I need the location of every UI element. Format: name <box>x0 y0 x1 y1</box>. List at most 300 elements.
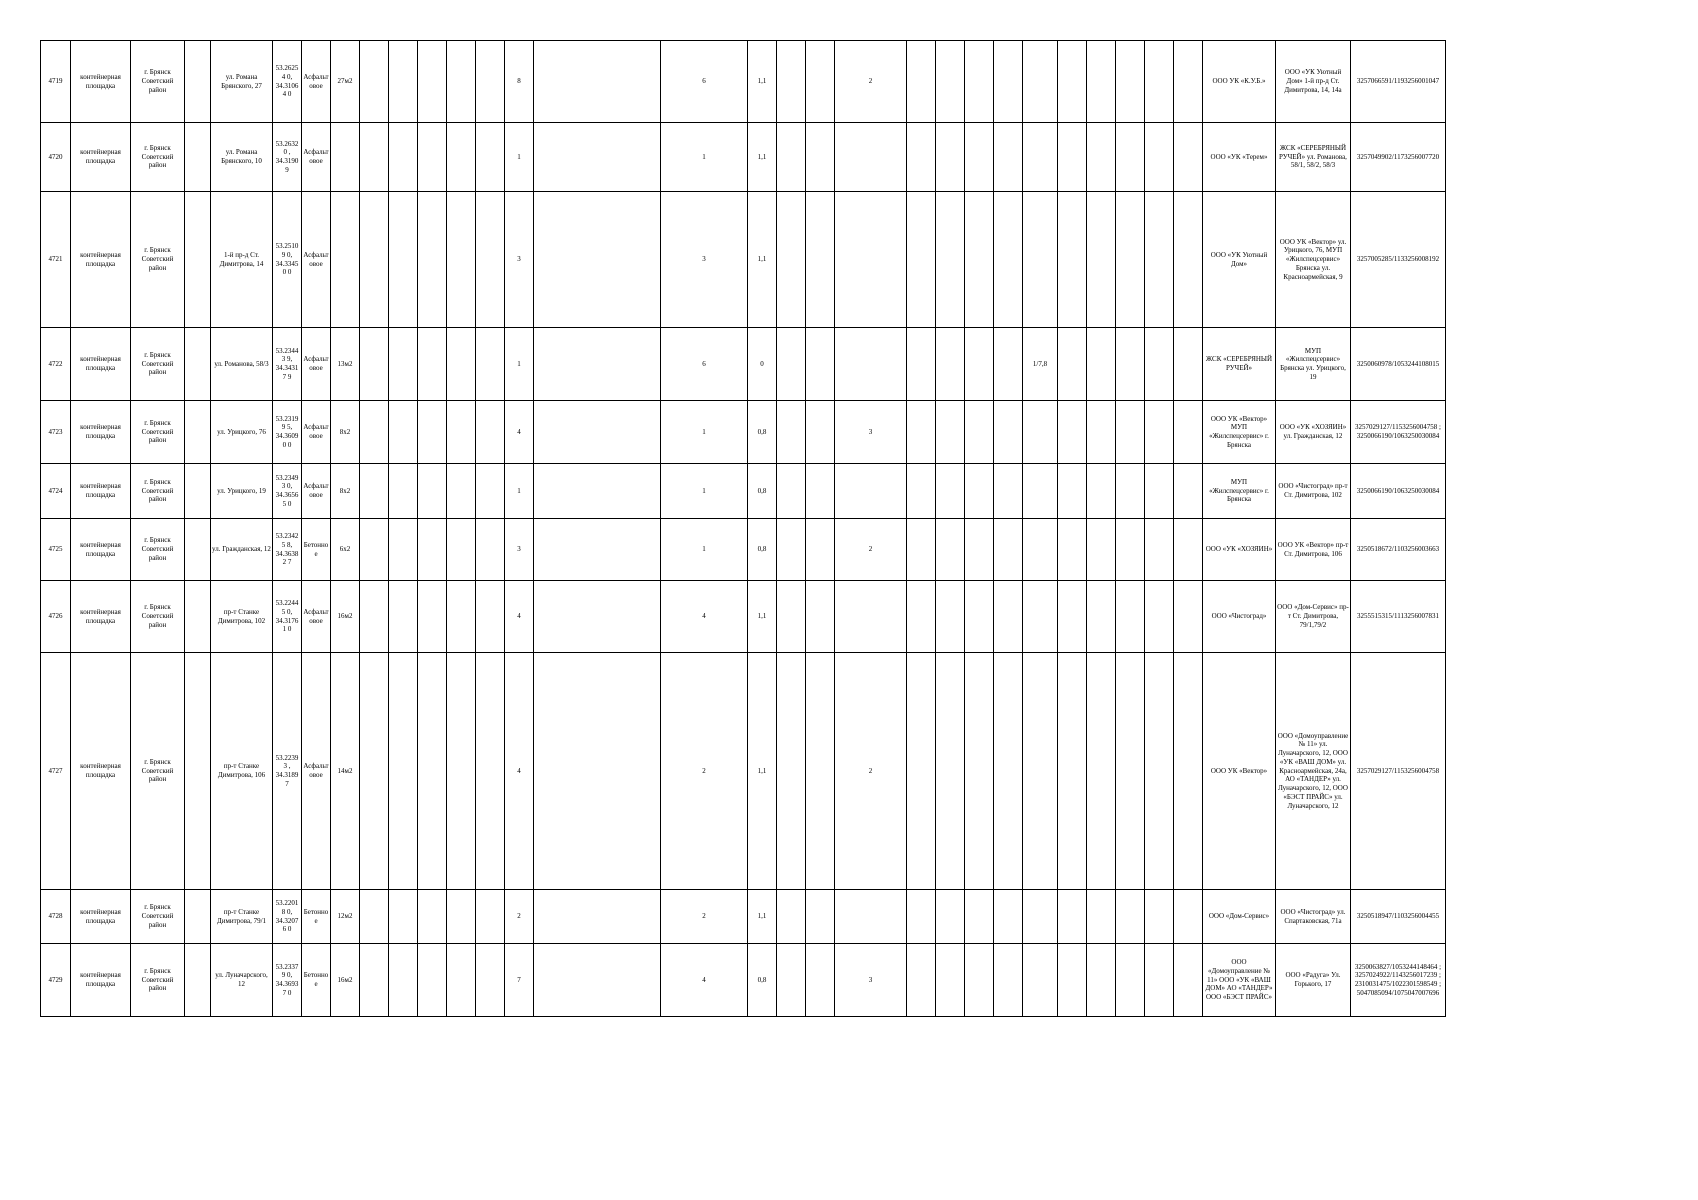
cell-operator-text: ООО «УК «Терем» <box>1210 152 1268 161</box>
cell-waste-sources-text: ООО «Дом-Сервис» пр-т Ст. Димитрова, 79/1,79/2 <box>1277 603 1349 629</box>
table-row <box>41 192 1446 328</box>
cell-type-text: контейнерная площадка <box>80 355 121 372</box>
cell-inn-ogrn <box>1351 464 1446 519</box>
cell-bin-count <box>661 192 748 328</box>
table-cell-empty <box>185 401 211 464</box>
cell-city <box>131 519 185 581</box>
cell-city <box>131 653 185 890</box>
cell-inn-ogrn-text: 3257029127/1153256004758 ; 3250066190/1063250030084 <box>1355 423 1441 440</box>
cell-address-text: пр-т Станке Димитрова, 106 <box>217 762 266 779</box>
table-row <box>41 464 1446 519</box>
table-cell-empty <box>1145 41 1174 123</box>
table-cell-empty <box>907 464 936 519</box>
cell-id <box>41 464 71 519</box>
cell-address <box>211 653 273 890</box>
cell-type <box>71 519 131 581</box>
cell-coords <box>273 401 302 464</box>
table-cell-empty <box>389 464 418 519</box>
cell-area <box>331 464 360 519</box>
cell-bin-count-text: 1 <box>702 152 706 161</box>
cell-area <box>331 890 360 944</box>
cell-address-text: пр-т Станке Димитрова, 79/1 <box>216 907 267 925</box>
cell-address <box>211 581 273 653</box>
table-cell-empty <box>1087 653 1116 890</box>
cell-id-text: 4726 <box>48 612 63 621</box>
cell-bin-volume <box>748 328 777 401</box>
table-cell-empty <box>185 123 211 192</box>
cell-waste-sources-text: ООО УК «Вектор» ул. Урицкого, 76, МУП «Жилспецсервис» Брянска ул. Красноармейская, 9 <box>1279 237 1347 281</box>
table-cell-empty <box>360 519 389 581</box>
cell-coords-text: 53.26320 , 34.31909 <box>275 139 299 174</box>
table-cell-empty <box>447 653 476 890</box>
table-cell-empty <box>360 401 389 464</box>
table-cell-empty <box>936 653 965 890</box>
cell-container-count <box>505 192 534 328</box>
table-cell-empty <box>777 328 806 401</box>
table-cell-empty <box>777 192 806 328</box>
cell-extra-count <box>835 401 907 464</box>
cell-extra-count-text: 2 <box>868 545 873 554</box>
table-cell-empty <box>994 41 1023 123</box>
table-cell-empty <box>1145 944 1174 1017</box>
cell-id-text: 4725 <box>48 545 63 554</box>
table-cell-empty <box>777 890 806 944</box>
cell-waste-sources <box>1276 401 1351 464</box>
cell-coords <box>273 581 302 653</box>
cell-city <box>131 581 185 653</box>
table-cell-empty <box>965 519 994 581</box>
cell-operator <box>1203 328 1276 401</box>
cell-ratio <box>1023 581 1058 653</box>
table-cell-empty <box>1116 123 1145 192</box>
table-cell-empty <box>360 464 389 519</box>
table-cell-empty <box>936 41 965 123</box>
cell-waste-sources-text: ООО «УК «ХОЗЯИН» ул. Гражданская, 12 <box>1279 423 1347 440</box>
cell-id-text: 4724 <box>48 486 63 495</box>
cell-bin-volume-text: 1,1 <box>757 152 767 161</box>
table-cell-empty <box>418 401 447 464</box>
table-cell-empty <box>1058 519 1087 581</box>
cell-city-text: г. Брянск Советский район <box>141 68 174 94</box>
table-cell-empty <box>777 519 806 581</box>
cell-bin-volume <box>748 581 777 653</box>
table-cell-empty <box>534 581 661 653</box>
cell-bin-count-text: 1 <box>702 486 706 495</box>
table-cell-empty <box>907 41 936 123</box>
cell-address-text: ул. Урицкого, 19 <box>217 486 266 495</box>
cell-bin-volume-text: 1,1 <box>757 766 767 775</box>
cell-address-text: пр-т Станке Димитрова, 102 <box>217 607 266 625</box>
cell-operator <box>1203 192 1276 328</box>
cell-surface-text: Бетонное <box>303 907 329 925</box>
cell-id <box>41 401 71 464</box>
table-cell-empty <box>965 123 994 192</box>
table-cell-empty <box>1145 653 1174 890</box>
table-cell-empty <box>185 519 211 581</box>
cell-type-text: контейнерная площадка <box>80 72 121 90</box>
cell-operator <box>1203 581 1276 653</box>
table-cell-empty <box>534 653 661 890</box>
cell-bin-count <box>661 401 748 464</box>
table-cell-empty <box>1116 464 1145 519</box>
cell-type-text: контейнерная площадка <box>80 482 121 499</box>
cell-inn-ogrn-text: 3250063827/1053244148464 ; 3257024922/1143256017239 ; 2310031475/1022301598549 ; 5047085094/1075047007696 <box>1354 962 1442 997</box>
cell-waste-sources <box>1276 123 1351 192</box>
cell-waste-sources <box>1276 519 1351 581</box>
cell-container-count-text: 3 <box>517 545 521 554</box>
cell-city <box>131 123 185 192</box>
table-cell-empty <box>1116 41 1145 123</box>
table-cell-empty <box>907 890 936 944</box>
table-cell-empty <box>447 944 476 1017</box>
cell-city-text: г. Брянск Советский район <box>141 757 174 784</box>
table-row <box>41 653 1446 890</box>
cell-waste-sources-text: ООО «Радуга» Ул. Горького, 17 <box>1285 971 1341 988</box>
cell-type <box>71 328 131 401</box>
cell-container-count <box>505 401 534 464</box>
table-cell-empty <box>534 123 661 192</box>
cell-address <box>211 192 273 328</box>
cell-surface <box>302 519 331 581</box>
cell-bin-volume-text: 1,1 <box>757 612 767 621</box>
table-cell-empty <box>907 401 936 464</box>
cell-extra-count <box>835 41 907 123</box>
cell-area <box>331 519 360 581</box>
cell-id-text: 4719 <box>48 77 63 86</box>
cell-city <box>131 401 185 464</box>
table-cell-empty <box>994 328 1023 401</box>
table-cell-empty <box>447 401 476 464</box>
table-cell-empty <box>476 944 505 1017</box>
table-cell-empty <box>994 519 1023 581</box>
cell-extra-count <box>835 944 907 1017</box>
cell-city-text: г. Брянск Советский район <box>141 246 174 272</box>
cell-type <box>71 653 131 890</box>
cell-extra-count-text: 2 <box>868 77 873 86</box>
cell-container-count <box>505 581 534 653</box>
cell-operator-text: ООО «Чистоград» <box>1211 612 1267 621</box>
cell-inn-ogrn-text: 3257049902/1173256007720 <box>1356 152 1440 161</box>
cell-bin-count-text: 2 <box>702 766 706 775</box>
table-cell-empty <box>907 944 936 1017</box>
cell-city <box>131 192 185 328</box>
table-cell-empty <box>360 944 389 1017</box>
table-cell-empty <box>1174 192 1203 328</box>
cell-type <box>71 401 131 464</box>
cell-waste-sources <box>1276 328 1351 401</box>
table-cell-empty <box>965 464 994 519</box>
cell-extra-count <box>835 192 907 328</box>
cell-waste-sources-text: ООО «Чистоград» ул. Спартаковская, 71а <box>1280 907 1346 925</box>
cell-area-text: 8х2 <box>339 427 351 436</box>
table-cell-empty <box>1174 519 1203 581</box>
cell-type <box>71 41 131 123</box>
cell-bin-count-text: 4 <box>702 975 706 984</box>
cell-surface-text: Бетонное <box>303 540 329 558</box>
cell-bin-volume <box>748 944 777 1017</box>
cell-bin-volume <box>748 401 777 464</box>
cell-coords-text: 53.26254 0, 34.31064 0 <box>275 64 299 99</box>
cell-ratio <box>1023 519 1058 581</box>
cell-inn-ogrn <box>1351 890 1446 944</box>
cell-coords <box>273 890 302 944</box>
table-cell-empty <box>418 123 447 192</box>
cell-waste-sources <box>1276 944 1351 1017</box>
cell-id-text: 4722 <box>48 359 63 368</box>
cell-surface <box>302 328 331 401</box>
table-cell-empty <box>389 519 418 581</box>
table-cell-empty <box>360 123 389 192</box>
table-cell-empty <box>1058 581 1087 653</box>
cell-extra-count <box>835 581 907 653</box>
table-cell-empty <box>185 192 211 328</box>
table-cell-empty <box>965 581 994 653</box>
table-cell-empty <box>534 328 661 401</box>
cell-inn-ogrn <box>1351 401 1446 464</box>
table-cell-empty <box>777 464 806 519</box>
cell-waste-sources <box>1276 653 1351 890</box>
cell-city-text: г. Брянск Советский район <box>141 418 174 445</box>
cell-extra-count <box>835 519 907 581</box>
table-row <box>41 519 1446 581</box>
cell-bin-volume <box>748 123 777 192</box>
table-cell-empty <box>936 890 965 944</box>
table-row <box>41 581 1446 653</box>
table-cell-empty <box>534 401 661 464</box>
table-cell-empty <box>994 944 1023 1017</box>
cell-id-text: 4723 <box>48 427 63 436</box>
cell-type-text: контейнерная площадка <box>80 971 121 988</box>
table-cell-empty <box>965 401 994 464</box>
cell-coords <box>273 653 302 890</box>
cell-ratio <box>1023 192 1058 328</box>
table-cell-empty <box>1145 328 1174 401</box>
table-cell-empty <box>418 192 447 328</box>
cell-container-count-text: 4 <box>517 427 521 436</box>
cell-operator <box>1203 519 1276 581</box>
table-cell-empty <box>534 944 661 1017</box>
cell-coords <box>273 944 302 1017</box>
cell-surface-text: Асфальт овое <box>303 148 329 165</box>
table-row <box>41 41 1446 123</box>
cell-bin-volume <box>748 192 777 328</box>
cell-address-text: ул. Романова, 58/3 <box>214 359 269 368</box>
cell-extra-count <box>835 123 907 192</box>
table-cell-empty <box>1116 401 1145 464</box>
table-cell-empty <box>534 464 661 519</box>
cell-coords <box>273 519 302 581</box>
cell-coords-text: 53.23379 0, 34.36937 0 <box>275 962 299 997</box>
table-cell-empty <box>476 123 505 192</box>
cell-id-text: 4727 <box>48 766 63 775</box>
cell-ratio-text: 1/7,8 <box>1032 359 1048 368</box>
cell-city-text: г. Брянск Советский район <box>141 143 174 170</box>
table-row <box>41 401 1446 464</box>
cell-area <box>331 123 360 192</box>
table-cell-empty <box>1058 464 1087 519</box>
table-cell-empty <box>806 41 835 123</box>
cell-bin-count-text: 6 <box>702 359 706 368</box>
table-cell-empty <box>1087 192 1116 328</box>
cell-coords-text: 53.22018 0, 34.32076 0 <box>275 899 299 934</box>
cell-bin-volume <box>748 41 777 123</box>
table-cell-empty <box>1058 401 1087 464</box>
cell-city <box>131 890 185 944</box>
cell-waste-sources <box>1276 192 1351 328</box>
cell-surface-text: Асфальт овое <box>303 607 329 625</box>
table-cell-empty <box>418 890 447 944</box>
cell-container-count-text: 1 <box>517 152 521 161</box>
table-cell-empty <box>1116 944 1145 1017</box>
table-cell-empty <box>1087 519 1116 581</box>
table-cell-empty <box>994 192 1023 328</box>
cell-waste-sources-text: ООО «Домоуправление № 11» ул. Луначарского, 12, ООО «УК «ВАШ ДОМ» ул. Красноармейская, 24а, АО «ТАНДЕР» ул. Луначарского, 12, ООО «БЭСТ ПРАЙС» ул. Луначарского, 12 <box>1277 731 1349 810</box>
cell-container-count <box>505 41 534 123</box>
table-row <box>41 123 1446 192</box>
table-cell-empty <box>389 653 418 890</box>
table-cell-empty <box>1174 123 1203 192</box>
table-cell-empty <box>360 890 389 944</box>
cell-city <box>131 944 185 1017</box>
table-cell-empty <box>1116 890 1145 944</box>
cell-type-text: контейнерная площадка <box>80 540 121 558</box>
table-cell-empty <box>994 464 1023 519</box>
cell-bin-count-text: 6 <box>702 77 706 86</box>
cell-area <box>331 192 360 328</box>
cell-operator-text: ООО «УК Уютный Дом» <box>1210 250 1268 268</box>
table-cell-empty <box>360 328 389 401</box>
cell-coords-text: 53.23443 9, 34.34317 9 <box>275 346 299 381</box>
cell-operator-text: МУП «Жилспецсервис» г. Брянска <box>1209 477 1269 504</box>
cell-waste-sources-text: ООО «Чистоград» пр-т Ст. Димитрова, 102 <box>1278 482 1348 499</box>
cell-surface <box>302 123 331 192</box>
table-cell-empty <box>806 192 835 328</box>
cell-surface-text: Асфальт овое <box>303 762 329 779</box>
table-cell-empty <box>1087 123 1116 192</box>
table-cell-empty <box>476 890 505 944</box>
cell-container-count <box>505 653 534 890</box>
table-cell-empty <box>965 41 994 123</box>
cell-surface-text: Асфальт овое <box>303 423 329 440</box>
table-cell-empty <box>1174 401 1203 464</box>
cell-address-text: ул. Луначарского, 12 <box>215 971 268 988</box>
cell-inn-ogrn <box>1351 123 1446 192</box>
cell-bin-count <box>661 328 748 401</box>
cell-inn-ogrn <box>1351 944 1446 1017</box>
table-cell-empty <box>476 464 505 519</box>
cell-area <box>331 401 360 464</box>
cell-coords-text: 53.22393 , 34.31897 <box>275 753 299 788</box>
cell-type-text: контейнерная площадка <box>80 250 121 268</box>
cell-city-text: г. Брянск Советский район <box>141 903 174 929</box>
cell-city <box>131 464 185 519</box>
table-cell-empty <box>1145 192 1174 328</box>
cell-id <box>41 653 71 890</box>
cell-bin-volume-text: 1,1 <box>757 77 767 86</box>
table-cell-empty <box>418 519 447 581</box>
cell-container-count-text: 1 <box>517 359 521 368</box>
cell-bin-count <box>661 41 748 123</box>
cell-ratio <box>1023 890 1058 944</box>
cell-city-text: г. Брянск Советский район <box>141 536 174 562</box>
cell-bin-count-text: 1 <box>702 427 706 436</box>
table-cell-empty <box>447 328 476 401</box>
table-cell-empty <box>1087 328 1116 401</box>
cell-container-count-text: 3 <box>517 255 521 264</box>
cell-address <box>211 944 273 1017</box>
cell-type <box>71 123 131 192</box>
cell-extra-count <box>835 464 907 519</box>
cell-bin-volume <box>748 890 777 944</box>
cell-address <box>211 401 273 464</box>
cell-coords-text: 53.25109 0, 34.33450 0 <box>275 242 299 277</box>
table-cell-empty <box>418 653 447 890</box>
table-cell-empty <box>1116 328 1145 401</box>
table-cell-empty <box>1174 328 1203 401</box>
cell-bin-count-text: 2 <box>702 912 706 921</box>
table-cell-empty <box>806 581 835 653</box>
cell-bin-count-text: 4 <box>702 612 706 621</box>
table-cell-empty <box>777 41 806 123</box>
table-cell-empty <box>936 519 965 581</box>
table-cell-empty <box>534 519 661 581</box>
cell-extra-count-text: 2 <box>868 766 873 775</box>
cell-waste-sources <box>1276 464 1351 519</box>
table-cell-empty <box>965 653 994 890</box>
cell-bin-volume-text: 0,8 <box>757 486 767 495</box>
cell-inn-ogrn-text: 3250518947/1103256004455 <box>1356 912 1440 921</box>
table-cell-empty <box>777 653 806 890</box>
table-cell-empty <box>1116 192 1145 328</box>
cell-inn-ogrn <box>1351 41 1446 123</box>
table-cell-empty <box>476 41 505 123</box>
cell-container-count <box>505 890 534 944</box>
registry-body <box>41 41 1446 1017</box>
table-cell-empty <box>777 581 806 653</box>
cell-inn-ogrn-text: 3255515315/1113256007831 <box>1357 612 1439 621</box>
table-cell-empty <box>389 944 418 1017</box>
cell-operator <box>1203 464 1276 519</box>
table-cell-empty <box>418 581 447 653</box>
cell-bin-volume <box>748 464 777 519</box>
table-cell-empty <box>1087 41 1116 123</box>
cell-extra-count-text: 3 <box>868 427 873 436</box>
cell-inn-ogrn <box>1351 328 1446 401</box>
table-cell-empty <box>936 464 965 519</box>
cell-city-text: г. Брянск Советский район <box>141 350 174 377</box>
cell-waste-sources-text: ООО УК «Вектор» пр-т Ст. Димитрова, 106 <box>1277 540 1349 558</box>
cell-container-count-text: 4 <box>517 766 521 775</box>
cell-id <box>41 328 71 401</box>
cell-container-count <box>505 464 534 519</box>
registry-table <box>40 40 1446 1017</box>
table-cell-empty <box>418 944 447 1017</box>
table-cell-empty <box>1058 890 1087 944</box>
cell-bin-count-text: 3 <box>702 255 706 264</box>
table-cell-empty <box>1087 581 1116 653</box>
cell-inn-ogrn-text: 3250060978/1053244108015 <box>1356 359 1440 368</box>
cell-waste-sources-text: МУП «Жилспецсервис» Брянска ул. Урицкого, 19 <box>1280 346 1346 381</box>
cell-coords <box>273 123 302 192</box>
cell-surface <box>302 401 331 464</box>
table-cell-empty <box>994 890 1023 944</box>
table-cell-empty <box>806 464 835 519</box>
cell-extra-count <box>835 890 907 944</box>
cell-id-text: 4721 <box>48 255 63 264</box>
cell-bin-volume-text: 0 <box>760 359 764 368</box>
cell-type <box>71 581 131 653</box>
cell-operator-text: ООО «Домоуправление № 11» ООО «УК «ВАШ ДОМ» АО «ТАНДЕР» ООО «БЭСТ ПРАЙС» <box>1205 958 1273 1002</box>
